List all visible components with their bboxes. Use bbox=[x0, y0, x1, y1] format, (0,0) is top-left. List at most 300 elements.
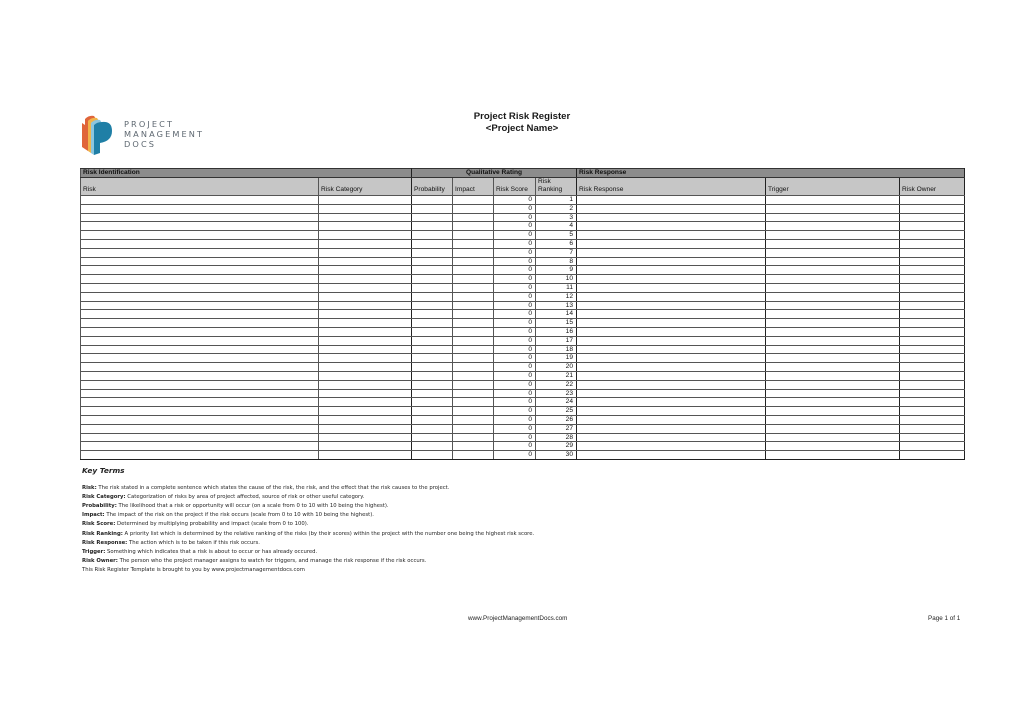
risk-cell[interactable] bbox=[81, 451, 319, 460]
risk-ranking-cell[interactable]: 12 bbox=[536, 292, 577, 301]
risk-category-cell[interactable] bbox=[319, 389, 412, 398]
table-row bbox=[81, 275, 965, 284]
impact-cell[interactable] bbox=[453, 327, 494, 336]
trigger-cell[interactable] bbox=[766, 336, 900, 345]
impact-cell[interactable] bbox=[453, 231, 494, 240]
impact-cell[interactable] bbox=[453, 354, 494, 363]
risk-score-cell[interactable]: 0 bbox=[494, 222, 536, 231]
risk-score-cell[interactable]: 0 bbox=[494, 424, 536, 433]
risk-owner-cell[interactable] bbox=[900, 345, 965, 354]
trigger-cell[interactable] bbox=[766, 327, 900, 336]
risk-owner-cell[interactable] bbox=[900, 275, 965, 284]
table-row bbox=[81, 222, 965, 231]
risk-category-cell[interactable] bbox=[319, 354, 412, 363]
risk-cell[interactable] bbox=[81, 380, 319, 389]
probability-cell[interactable] bbox=[412, 398, 453, 407]
risk-cell[interactable] bbox=[81, 196, 319, 205]
risk-score-cell[interactable]: 0 bbox=[494, 389, 536, 398]
trigger-cell[interactable] bbox=[766, 319, 900, 328]
risk-ranking-cell[interactable]: 19 bbox=[536, 354, 577, 363]
trigger-cell[interactable] bbox=[766, 424, 900, 433]
risk-score-cell[interactable]: 0 bbox=[494, 231, 536, 240]
probability-cell[interactable] bbox=[412, 231, 453, 240]
risk-owner-cell[interactable] bbox=[900, 363, 965, 372]
risk-category-cell[interactable] bbox=[319, 407, 412, 416]
risk-cell[interactable] bbox=[81, 239, 319, 248]
key-term-definition: The likelihood that a risk or opportunity will occur (on a scale from 0 to 10 with 10 being the highest). bbox=[116, 503, 389, 510]
trigger-cell[interactable] bbox=[766, 451, 900, 460]
risk-ranking-cell[interactable]: 9 bbox=[536, 266, 577, 275]
risk-owner-cell[interactable] bbox=[900, 319, 965, 328]
risk-category-cell[interactable] bbox=[319, 415, 412, 424]
risk-response-cell[interactable] bbox=[577, 389, 766, 398]
risk-category-cell[interactable] bbox=[319, 433, 412, 442]
risk-owner-cell[interactable] bbox=[900, 301, 965, 310]
impact-cell[interactable] bbox=[453, 213, 494, 222]
trigger-cell[interactable] bbox=[766, 389, 900, 398]
risk-score-cell[interactable]: 0 bbox=[494, 336, 536, 345]
risk-ranking-cell[interactable]: 24 bbox=[536, 398, 577, 407]
impact-cell[interactable] bbox=[453, 248, 494, 257]
impact-cell[interactable] bbox=[453, 433, 494, 442]
risk-category-cell[interactable] bbox=[319, 363, 412, 372]
risk-category-cell[interactable] bbox=[319, 451, 412, 460]
risk-score-cell[interactable]: 0 bbox=[494, 301, 536, 310]
risk-owner-cell[interactable] bbox=[900, 433, 965, 442]
key-terms-section bbox=[82, 466, 682, 575]
risk-response-cell[interactable] bbox=[577, 380, 766, 389]
risk-owner-cell[interactable] bbox=[900, 204, 965, 213]
impact-cell[interactable] bbox=[453, 415, 494, 424]
probability-cell[interactable] bbox=[412, 248, 453, 257]
risk-owner-cell[interactable] bbox=[900, 380, 965, 389]
risk-score-cell[interactable]: 0 bbox=[494, 275, 536, 284]
trigger-cell[interactable] bbox=[766, 231, 900, 240]
trigger-cell[interactable] bbox=[766, 310, 900, 319]
risk-score-cell[interactable]: 0 bbox=[494, 283, 536, 292]
impact-cell[interactable] bbox=[453, 204, 494, 213]
risk-ranking-cell[interactable]: 5 bbox=[536, 231, 577, 240]
risk-response-cell[interactable] bbox=[577, 433, 766, 442]
key-term-label: Probability: bbox=[82, 503, 117, 510]
column-header-row bbox=[81, 178, 965, 196]
risk-ranking-cell[interactable]: 23 bbox=[536, 389, 577, 398]
probability-cell[interactable] bbox=[412, 239, 453, 248]
probability-cell[interactable] bbox=[412, 266, 453, 275]
risk-cell[interactable] bbox=[81, 424, 319, 433]
risk-cell[interactable] bbox=[81, 275, 319, 284]
risk-score-cell[interactable]: 0 bbox=[494, 451, 536, 460]
risk-response-cell[interactable] bbox=[577, 292, 766, 301]
risk-category-cell[interactable] bbox=[319, 380, 412, 389]
risk-category-cell[interactable] bbox=[319, 239, 412, 248]
risk-category-cell[interactable] bbox=[319, 319, 412, 328]
trigger-cell[interactable] bbox=[766, 283, 900, 292]
probability-cell[interactable] bbox=[412, 407, 453, 416]
risk-response-cell[interactable] bbox=[577, 275, 766, 284]
logo-line-3: DOCS bbox=[124, 139, 157, 149]
risk-score-cell[interactable]: 0 bbox=[494, 319, 536, 328]
impact-cell[interactable] bbox=[453, 398, 494, 407]
risk-response-cell[interactable] bbox=[577, 424, 766, 433]
probability-cell[interactable] bbox=[412, 301, 453, 310]
risk-score-cell[interactable]: 0 bbox=[494, 196, 536, 205]
risk-score-cell[interactable]: 0 bbox=[494, 213, 536, 222]
table-row bbox=[81, 442, 965, 451]
risk-category-cell[interactable] bbox=[319, 327, 412, 336]
risk-ranking-cell[interactable]: 7 bbox=[536, 248, 577, 257]
table-row bbox=[81, 424, 965, 433]
probability-cell[interactable] bbox=[412, 275, 453, 284]
impact-cell[interactable] bbox=[453, 451, 494, 460]
risk-response-cell[interactable] bbox=[577, 415, 766, 424]
impact-cell[interactable] bbox=[453, 345, 494, 354]
risk-category-cell[interactable] bbox=[319, 222, 412, 231]
risk-ranking-cell[interactable]: 4 bbox=[536, 222, 577, 231]
risk-category-cell[interactable] bbox=[319, 371, 412, 380]
risk-cell[interactable] bbox=[81, 231, 319, 240]
impact-cell[interactable] bbox=[453, 442, 494, 451]
key-term-item bbox=[82, 511, 682, 520]
document-title-block bbox=[422, 111, 622, 135]
risk-cell[interactable] bbox=[81, 345, 319, 354]
probability-cell[interactable] bbox=[412, 371, 453, 380]
trigger-cell[interactable] bbox=[766, 442, 900, 451]
risk-owner-cell[interactable] bbox=[900, 371, 965, 380]
trigger-cell[interactable] bbox=[766, 363, 900, 372]
probability-cell[interactable] bbox=[412, 283, 453, 292]
risk-score-cell[interactable]: 0 bbox=[494, 407, 536, 416]
impact-cell[interactable] bbox=[453, 196, 494, 205]
risk-category-cell[interactable] bbox=[319, 204, 412, 213]
trigger-cell[interactable] bbox=[766, 371, 900, 380]
risk-owner-cell[interactable] bbox=[900, 266, 965, 275]
risk-owner-cell[interactable] bbox=[900, 415, 965, 424]
risk-score-cell[interactable]: 0 bbox=[494, 204, 536, 213]
risk-response-cell[interactable] bbox=[577, 442, 766, 451]
risk-response-cell[interactable] bbox=[577, 345, 766, 354]
group-risk-response: Risk Response bbox=[577, 169, 965, 178]
impact-cell[interactable] bbox=[453, 407, 494, 416]
risk-ranking-cell[interactable]: 3 bbox=[536, 213, 577, 222]
risk-category-cell[interactable] bbox=[319, 266, 412, 275]
risk-response-cell[interactable] bbox=[577, 327, 766, 336]
risk-score-cell[interactable]: 0 bbox=[494, 327, 536, 336]
risk-category-cell[interactable] bbox=[319, 336, 412, 345]
impact-cell[interactable] bbox=[453, 380, 494, 389]
impact-cell[interactable] bbox=[453, 363, 494, 372]
probability-cell[interactable] bbox=[412, 310, 453, 319]
risk-score-cell[interactable]: 0 bbox=[494, 433, 536, 442]
risk-ranking-cell[interactable]: 25 bbox=[536, 407, 577, 416]
risk-owner-cell[interactable] bbox=[900, 336, 965, 345]
risk-cell[interactable] bbox=[81, 442, 319, 451]
risk-ranking-cell[interactable]: 6 bbox=[536, 239, 577, 248]
probability-cell[interactable] bbox=[412, 196, 453, 205]
trigger-cell[interactable] bbox=[766, 239, 900, 248]
risk-cell[interactable] bbox=[81, 327, 319, 336]
risk-category-cell[interactable] bbox=[319, 231, 412, 240]
risk-score-cell[interactable]: 0 bbox=[494, 371, 536, 380]
risk-ranking-cell[interactable]: 27 bbox=[536, 424, 577, 433]
risk-response-cell[interactable] bbox=[577, 266, 766, 275]
risk-cell[interactable] bbox=[81, 266, 319, 275]
probability-cell[interactable] bbox=[412, 442, 453, 451]
risk-response-cell[interactable] bbox=[577, 239, 766, 248]
risk-category-cell[interactable] bbox=[319, 442, 412, 451]
risk-ranking-cell[interactable]: 2 bbox=[536, 204, 577, 213]
risk-ranking-cell[interactable]: 29 bbox=[536, 442, 577, 451]
col-risk: Risk bbox=[81, 178, 319, 196]
impact-cell[interactable] bbox=[453, 389, 494, 398]
risk-response-cell[interactable] bbox=[577, 451, 766, 460]
risk-response-cell[interactable] bbox=[577, 257, 766, 266]
risk-category-cell[interactable] bbox=[319, 292, 412, 301]
trigger-cell[interactable] bbox=[766, 398, 900, 407]
risk-ranking-cell[interactable]: 13 bbox=[536, 301, 577, 310]
trigger-cell[interactable] bbox=[766, 415, 900, 424]
risk-ranking-cell[interactable]: 18 bbox=[536, 345, 577, 354]
probability-cell[interactable] bbox=[412, 222, 453, 231]
impact-cell[interactable] bbox=[453, 336, 494, 345]
document-title: Project Risk Register bbox=[473, 111, 571, 122]
risk-response-cell[interactable] bbox=[577, 222, 766, 231]
risk-ranking-cell[interactable]: 20 bbox=[536, 363, 577, 372]
impact-cell[interactable] bbox=[453, 424, 494, 433]
trigger-cell[interactable] bbox=[766, 204, 900, 213]
risk-response-cell[interactable] bbox=[577, 231, 766, 240]
impact-cell[interactable] bbox=[453, 222, 494, 231]
probability-cell[interactable] bbox=[412, 257, 453, 266]
risk-owner-cell[interactable] bbox=[900, 310, 965, 319]
risk-owner-cell[interactable] bbox=[900, 213, 965, 222]
risk-cell[interactable] bbox=[81, 310, 319, 319]
risk-score-cell[interactable]: 0 bbox=[494, 380, 536, 389]
trigger-cell[interactable] bbox=[766, 196, 900, 205]
trigger-cell[interactable] bbox=[766, 354, 900, 363]
risk-category-cell[interactable] bbox=[319, 196, 412, 205]
risk-score-cell[interactable]: 0 bbox=[494, 398, 536, 407]
risk-cell[interactable] bbox=[81, 389, 319, 398]
probability-cell[interactable] bbox=[412, 345, 453, 354]
risk-category-cell[interactable] bbox=[319, 257, 412, 266]
impact-cell[interactable] bbox=[453, 239, 494, 248]
table-row bbox=[81, 283, 965, 292]
risk-cell[interactable] bbox=[81, 354, 319, 363]
risk-score-cell[interactable]: 0 bbox=[494, 292, 536, 301]
risk-response-cell[interactable] bbox=[577, 204, 766, 213]
probability-cell[interactable] bbox=[412, 363, 453, 372]
risk-owner-cell[interactable] bbox=[900, 451, 965, 460]
risk-response-cell[interactable] bbox=[577, 336, 766, 345]
key-term-item bbox=[82, 520, 682, 529]
risk-cell[interactable] bbox=[81, 248, 319, 257]
risk-ranking-cell[interactable]: 21 bbox=[536, 371, 577, 380]
risk-ranking-cell[interactable]: 11 bbox=[536, 283, 577, 292]
risk-owner-cell[interactable] bbox=[900, 327, 965, 336]
risk-owner-cell[interactable] bbox=[900, 354, 965, 363]
risk-owner-cell[interactable] bbox=[900, 407, 965, 416]
impact-cell[interactable] bbox=[453, 310, 494, 319]
risk-cell[interactable] bbox=[81, 398, 319, 407]
risk-cell[interactable] bbox=[81, 213, 319, 222]
probability-cell[interactable] bbox=[412, 424, 453, 433]
risk-ranking-cell[interactable]: 26 bbox=[536, 415, 577, 424]
risk-score-cell[interactable]: 0 bbox=[494, 354, 536, 363]
probability-cell[interactable] bbox=[412, 327, 453, 336]
probability-cell[interactable] bbox=[412, 204, 453, 213]
risk-owner-cell[interactable] bbox=[900, 283, 965, 292]
risk-cell[interactable] bbox=[81, 204, 319, 213]
risk-response-cell[interactable] bbox=[577, 363, 766, 372]
risk-score-cell[interactable]: 0 bbox=[494, 266, 536, 275]
trigger-cell[interactable] bbox=[766, 345, 900, 354]
trigger-cell[interactable] bbox=[766, 301, 900, 310]
risk-owner-cell[interactable] bbox=[900, 424, 965, 433]
col-probability: Probability bbox=[412, 178, 453, 196]
trigger-cell[interactable] bbox=[766, 407, 900, 416]
risk-ranking-cell[interactable]: 16 bbox=[536, 327, 577, 336]
risk-category-cell[interactable] bbox=[319, 345, 412, 354]
risk-owner-cell[interactable] bbox=[900, 292, 965, 301]
trigger-cell[interactable] bbox=[766, 222, 900, 231]
risk-ranking-cell[interactable]: 22 bbox=[536, 380, 577, 389]
risk-response-cell[interactable] bbox=[577, 196, 766, 205]
risk-owner-cell[interactable] bbox=[900, 398, 965, 407]
risk-score-cell[interactable]: 0 bbox=[494, 442, 536, 451]
impact-cell[interactable] bbox=[453, 319, 494, 328]
risk-score-cell[interactable]: 0 bbox=[494, 363, 536, 372]
risk-owner-cell[interactable] bbox=[900, 248, 965, 257]
probability-cell[interactable] bbox=[412, 319, 453, 328]
impact-cell[interactable] bbox=[453, 275, 494, 284]
risk-response-cell[interactable] bbox=[577, 283, 766, 292]
trigger-cell[interactable] bbox=[766, 248, 900, 257]
trigger-cell[interactable] bbox=[766, 275, 900, 284]
risk-owner-cell[interactable] bbox=[900, 257, 965, 266]
probability-cell[interactable] bbox=[412, 354, 453, 363]
probability-cell[interactable] bbox=[412, 451, 453, 460]
risk-response-cell[interactable] bbox=[577, 407, 766, 416]
risk-score-cell[interactable]: 0 bbox=[494, 310, 536, 319]
risk-category-cell[interactable] bbox=[319, 248, 412, 257]
probability-cell[interactable] bbox=[412, 380, 453, 389]
risk-response-cell[interactable] bbox=[577, 248, 766, 257]
page-number: Page 1 of 1 bbox=[928, 615, 961, 622]
risk-response-cell[interactable] bbox=[577, 301, 766, 310]
key-term-label: Risk Ranking: bbox=[82, 530, 123, 537]
table-row bbox=[81, 433, 965, 442]
table-row bbox=[81, 213, 965, 222]
risk-cell[interactable] bbox=[81, 222, 319, 231]
risk-response-cell[interactable] bbox=[577, 319, 766, 328]
trigger-cell[interactable] bbox=[766, 380, 900, 389]
risk-score-cell[interactable]: 0 bbox=[494, 248, 536, 257]
impact-cell[interactable] bbox=[453, 266, 494, 275]
risk-ranking-cell[interactable]: 1 bbox=[536, 196, 577, 205]
risk-owner-cell[interactable] bbox=[900, 222, 965, 231]
key-term-definition: Categorization of risks by area of project affected, source of risk or other useful category. bbox=[125, 494, 365, 501]
risk-ranking-cell[interactable]: 15 bbox=[536, 319, 577, 328]
risk-score-cell[interactable]: 0 bbox=[494, 257, 536, 266]
risk-category-cell[interactable] bbox=[319, 301, 412, 310]
probability-cell[interactable] bbox=[412, 433, 453, 442]
footer-url[interactable]: www.ProjectManagementDocs.com bbox=[468, 615, 568, 622]
risk-ranking-cell[interactable]: 28 bbox=[536, 433, 577, 442]
risk-category-cell[interactable] bbox=[319, 213, 412, 222]
probability-cell[interactable] bbox=[412, 336, 453, 345]
risk-response-cell[interactable] bbox=[577, 354, 766, 363]
risk-response-cell[interactable] bbox=[577, 371, 766, 380]
logo-wordmark bbox=[124, 119, 204, 149]
risk-ranking-cell[interactable]: 14 bbox=[536, 310, 577, 319]
risk-ranking-cell[interactable]: 8 bbox=[536, 257, 577, 266]
trigger-cell[interactable] bbox=[766, 433, 900, 442]
risk-category-cell[interactable] bbox=[319, 310, 412, 319]
risk-cell[interactable] bbox=[81, 257, 319, 266]
risk-owner-cell[interactable] bbox=[900, 196, 965, 205]
key-term-label: Risk Owner: bbox=[82, 557, 118, 564]
risk-cell[interactable] bbox=[81, 292, 319, 301]
risk-cell[interactable] bbox=[81, 363, 319, 372]
probability-cell[interactable] bbox=[412, 292, 453, 301]
risk-cell[interactable] bbox=[81, 415, 319, 424]
risk-category-cell[interactable] bbox=[319, 275, 412, 284]
risk-category-cell[interactable] bbox=[319, 283, 412, 292]
risk-owner-cell[interactable] bbox=[900, 239, 965, 248]
risk-owner-cell[interactable] bbox=[900, 231, 965, 240]
probability-cell[interactable] bbox=[412, 389, 453, 398]
risk-score-cell[interactable]: 0 bbox=[494, 345, 536, 354]
risk-cell[interactable] bbox=[81, 336, 319, 345]
risk-cell[interactable] bbox=[81, 301, 319, 310]
trigger-cell[interactable] bbox=[766, 257, 900, 266]
risk-category-cell[interactable] bbox=[319, 398, 412, 407]
trigger-cell[interactable] bbox=[766, 266, 900, 275]
risk-ranking-cell[interactable]: 30 bbox=[536, 451, 577, 460]
col-risk-category: Risk Category bbox=[319, 178, 412, 196]
risk-response-cell[interactable] bbox=[577, 213, 766, 222]
risk-cell[interactable] bbox=[81, 407, 319, 416]
col-risk-score: Risk Score bbox=[494, 178, 536, 196]
table-row bbox=[81, 301, 965, 310]
risk-response-cell[interactable] bbox=[577, 310, 766, 319]
risk-ranking-cell[interactable]: 17 bbox=[536, 336, 577, 345]
risk-cell[interactable] bbox=[81, 433, 319, 442]
risk-cell[interactable] bbox=[81, 283, 319, 292]
impact-cell[interactable] bbox=[453, 301, 494, 310]
impact-cell[interactable] bbox=[453, 292, 494, 301]
risk-response-cell[interactable] bbox=[577, 398, 766, 407]
risk-cell[interactable] bbox=[81, 371, 319, 380]
impact-cell[interactable] bbox=[453, 283, 494, 292]
impact-cell[interactable] bbox=[453, 257, 494, 266]
risk-ranking-cell[interactable]: 10 bbox=[536, 275, 577, 284]
probability-cell[interactable] bbox=[412, 415, 453, 424]
risk-owner-cell[interactable] bbox=[900, 389, 965, 398]
risk-owner-cell[interactable] bbox=[900, 442, 965, 451]
impact-cell[interactable] bbox=[453, 371, 494, 380]
risk-cell[interactable] bbox=[81, 319, 319, 328]
risk-score-cell[interactable]: 0 bbox=[494, 239, 536, 248]
trigger-cell[interactable] bbox=[766, 213, 900, 222]
trigger-cell[interactable] bbox=[766, 292, 900, 301]
table-body bbox=[81, 196, 965, 460]
probability-cell[interactable] bbox=[412, 213, 453, 222]
key-terms-heading: Key Terms bbox=[82, 466, 125, 475]
risk-category-cell[interactable] bbox=[319, 424, 412, 433]
risk-score-cell[interactable]: 0 bbox=[494, 415, 536, 424]
